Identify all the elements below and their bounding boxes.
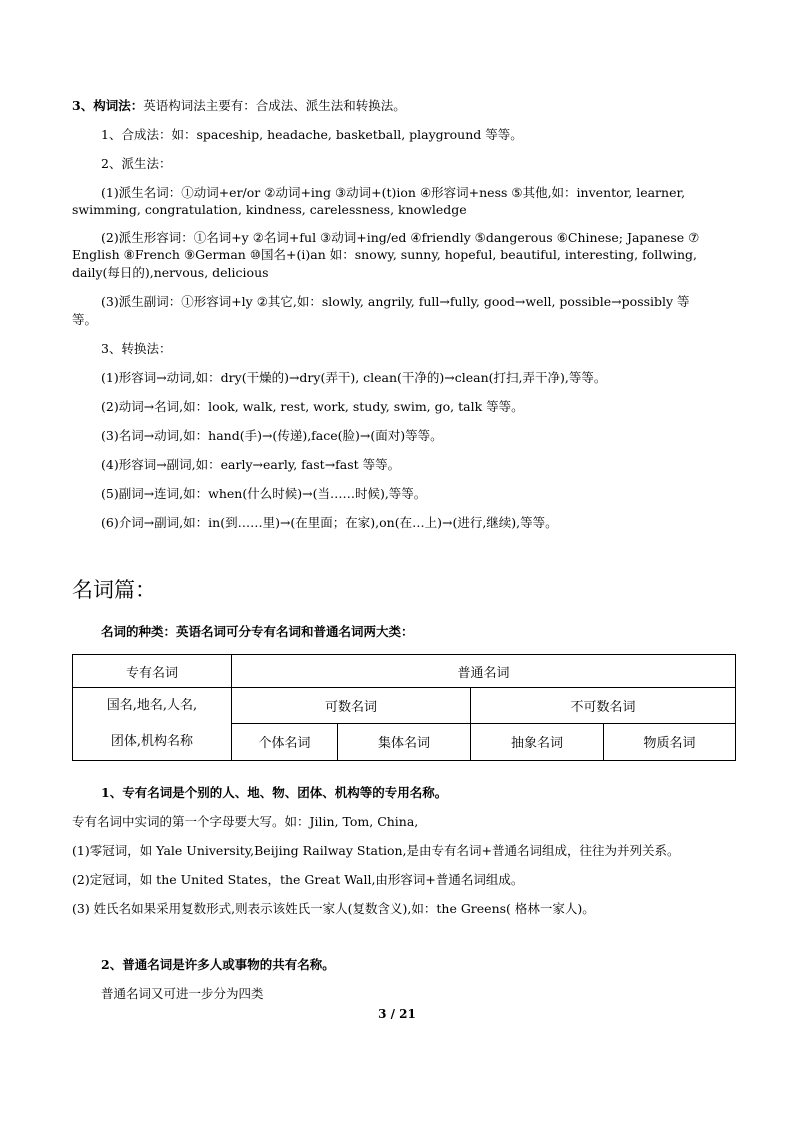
derivation-heading: 2、派生法： — [101, 156, 172, 171]
derived-adj-line-cont1: English ⑧French ⑨German ⑩国名+(i)an 如：snowy, sunny, hopeful, beautiful, interesting, follwing, — [72, 247, 697, 262]
noun-section-title: 名词篇： — [72, 578, 156, 602]
proper-desc-line-2: 团体,机构名称 — [110, 734, 194, 749]
noun-types-intro: 名词的种类：英语名词可分专有名词和普通名词两大类： — [101, 624, 414, 639]
section-text: 英语构词法主要有：合成法、派生法和转换法。 — [143, 98, 406, 113]
conversion-line-4: (4)形容词→副词,如：early→early, fast→fast 等等。 — [101, 457, 401, 472]
common-noun-line-1: 普通名词又可进一步分为四类 — [101, 986, 264, 1001]
proper-noun-line-2: (1)零冠词，如 Yale University,Beijing Railway Station,是由专有名词+普通名词组成，往往为并列关系。 — [72, 843, 680, 858]
derived-noun-line: (1)派生名词：①动词+er/or ②动词+ing ③动词+(t)ion ④形容词+ness ⑤其他,如：inventor, learner, — [101, 185, 686, 200]
cell-individual-noun: 个体名词 — [232, 723, 338, 760]
page-number: 3 / 21 — [378, 1007, 416, 1021]
conversion-line-5: (5)副词→连词,如：when(什么时候)→(当……时候),等等。 — [101, 486, 427, 501]
section-label: 构词法： — [93, 98, 144, 113]
derived-adj-line: (2)派生形容词：①名词+y ②名词+ful ③动词+ing/ed ④friendly ⑤dangerous ⑥Chinese; Japanese ⑦ — [101, 230, 700, 245]
noun-types-table — [72, 654, 736, 761]
conversion-heading: 3、转换法： — [101, 341, 172, 356]
proper-noun-heading: 1、专有名词是个别的人、地、物、团体、机构等的专用名称。 — [101, 785, 448, 800]
common-noun-heading: 2、普通名词是许多人或事物的共有名称。 — [101, 957, 335, 972]
cell-common-noun: 普通名词 — [232, 655, 736, 688]
derived-adv-line: (3)派生副词：①形容词+ly ②其它,如：slowly, angrily, full→fully, good→well, possible→possibly 等 — [101, 294, 690, 309]
cell-proper-desc — [73, 688, 232, 761]
cell-abstract-noun: 抽象名词 — [471, 723, 604, 760]
proper-noun-line-1: 专有名词中实词的第一个字母要大写。如：Jilin, Tom, China, — [72, 814, 419, 829]
conversion-line-2: (2)动词→名词,如：look, walk, rest, work, study, swim, go, talk 等等。 — [101, 399, 524, 414]
word-formation-heading — [72, 97, 406, 114]
cell-proper-noun: 专有名词 — [73, 655, 232, 688]
compound-line: 1、合成法：如：spaceship, headache, basketball, playground 等等。 — [101, 127, 523, 142]
proper-desc-line-1: 国名,地名,人名, — [106, 698, 198, 713]
proper-noun-line-4: (3) 姓氏名如果采用复数形式,则表示该姓氏一家人(复数含义),如：the Greens( 格林一家人)。 — [72, 901, 595, 916]
conversion-line-3: (3)名词→动词,如：hand(手)→(传递),face(脸)→(面对)等等。 — [101, 428, 443, 443]
section-number: 3、 — [72, 98, 94, 113]
conversion-line-6: (6)介词→副词,如：in(到……里)→(在里面；在家),on(在…上)→(进行,继续),等等。 — [101, 515, 558, 530]
proper-noun-line-3: (2)定冠词，如 the United States，the Great Wall,由形容词+普通名词组成。 — [72, 872, 524, 887]
derived-adv-line-cont: 等。 — [72, 312, 98, 327]
derived-noun-line-cont: swimming, congratulation, kindness, carelessness, knowledge — [72, 202, 467, 217]
conversion-line-1: (1)形容词→动词,如：dry(干燥的)→dry(弄干), clean(干净的)→clean(打扫,弄干净),等等。 — [101, 370, 607, 385]
cell-collective-noun: 集体名词 — [338, 723, 471, 760]
derived-adj-line-cont2: daily(每日的),nervous, delicious — [72, 265, 269, 280]
cell-material-noun: 物质名词 — [604, 723, 736, 760]
cell-countable-noun: 可数名词 — [232, 688, 471, 724]
cell-uncountable-noun: 不可数名词 — [471, 688, 736, 724]
